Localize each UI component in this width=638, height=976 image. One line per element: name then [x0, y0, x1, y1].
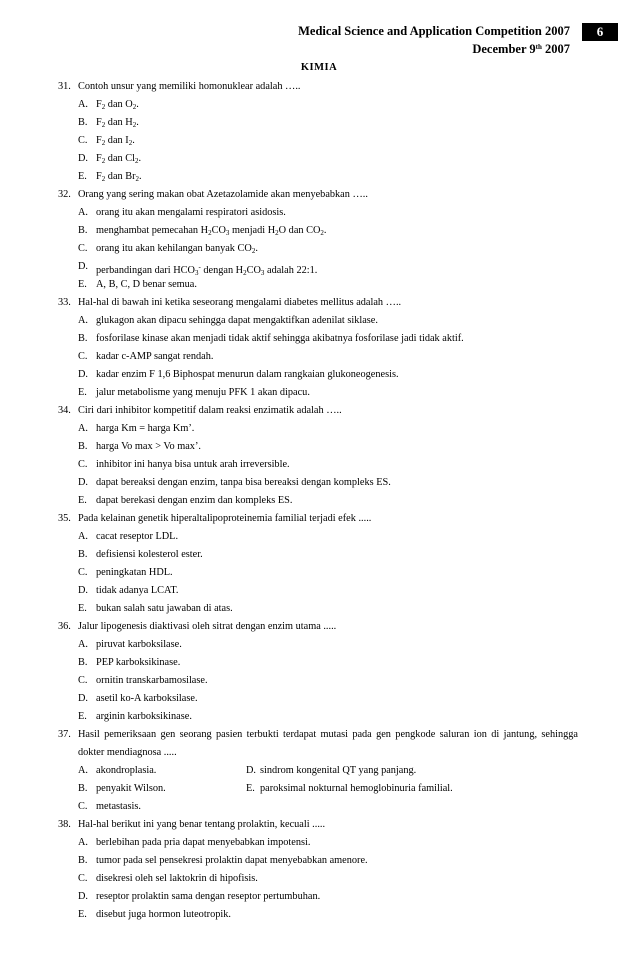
question-number: 32.: [58, 189, 71, 200]
option-37-e: paroksimal nokturnal hemoglobinuria familial.: [260, 783, 453, 794]
question-text: Orang yang sering makan obat Azetazolamide akan menyebabkan …..: [78, 189, 368, 200]
question-text: Ciri dari inhibitor kompetitif dalam reaksi enzimatik adalah …..: [78, 405, 342, 416]
page-header: [298, 23, 570, 57]
page-number: 6: [582, 23, 618, 41]
option-37-a: akondroplasia.: [96, 765, 157, 776]
competition-date: December 9th 2007: [472, 42, 570, 56]
question-number: 38.: [58, 819, 71, 830]
question-number: 37.: [58, 729, 71, 740]
section-title: KIMIA: [300, 62, 338, 73]
question-text: dokter mendiagnosa .....: [78, 747, 177, 758]
question-number: 33.: [58, 297, 71, 308]
question-text: Hasil pemeriksaan gen seorang pasien terbukti terdapat mutasi pada gen pengkode saluran ion di jantung, sehingga: [78, 729, 578, 740]
question-text: Contoh unsur yang memiliki homonuklear adalah …..: [78, 81, 301, 92]
question-text: Pada kelainan genetik hiperaltalipoproteinemia familial terjadi efek .....: [78, 513, 372, 524]
question-number: 36.: [58, 621, 71, 632]
question-number: 34.: [58, 405, 71, 416]
option-37-d: sindrom kongenital QT yang panjang.: [260, 765, 417, 776]
question-text: Jalur lipogenesis diaktivasi oleh sitrat dengan enzim utama .....: [78, 621, 337, 632]
question-number: 31.: [58, 81, 71, 92]
competition-title: Medical Science and Application Competition 2007: [298, 24, 570, 38]
question-text: Hal-hal berikut ini yang benar tentang prolaktin, kecuali .....: [78, 819, 326, 830]
option-37-b: penyakit Wilson.: [96, 783, 166, 794]
document-page: Medical Science and Application Competition 2007 December 9th 2007 6 KIMIA 31. Contoh unsur yang memiliki homonuklear adalah ….. A. $F_2$ dan $O_2$. B. $F_2$ dan $H_2$. C. $F_2$ dan $I_2$. D. $F_2$ dan $Cl_2$. E. $F_2$ dan $Br_2$. 32. Orang yang sering makan obat Azetazolamide akan menyebabkan ….. A. orang itu akan mengalami respiratori asidosis. B. menghambat pemecahan $H_2CO_3$ menjadi $H_2O$ dan $CO_2$. C. orang itu akan kehilangan banyak $CO_2$. D. perbandingan dari $HCO_3^-$ dengan $H_2CO_3$ adalah 22:1. E. A, B, C, D benar semua. 33. Hal-hal di bawah ini ketika seseorang mengalami diabetes mellitus adalah ….. A. glukagon akan dipacu sehingga dapat mengaktifkan adenilat siklase. B. fosforilase kinase akan menjadi tidak aktif sehingga akibatnya fosforilase jadi tidak aktif. C. kadar c-AMP sangat rendah. D. kadar enzim F 1,6 Biphospat menurun dalam rangkaian glukoneogenesis. E. jalur metabolisme yang menuju PFK 1 akan dipacu. 34. Ciri dari inhibitor kompetitif dalam reaksi enzimatik adalah ….. A. harga Km = harga Km’. B. harga Vo max > Vo max’. C. inhibitor ini hanya bisa untuk arah irreversible. D. dapat bereaksi dengan enzim, tanpa bisa bereaksi dengan kompleks ES. E. dapat berekasi dengan enzim dan kompleks ES. 35. Pada kelainan genetik hiperaltalipoproteinemia familial terjadi efek ..... A. cacat reseptor LDL. B. defisiensi kolesterol ester. C. peningkatan HDL. D. tidak adanya LCAT. E. bukan salah satu jawaban di atas. 36. Jalur lipogenesis diaktivasi oleh sitrat dengan enzim utama ..... A. piruvat karboksilase. B. PEP karboksikinase. C. ornitin transkarbamosilase. D. asetil ko-A karboksilase. E. arginin karboksikinase. 37. Hasil pemeriksaan gen seorang pasien terbukti terdapat mutasi pada gen pengkode saluran ion di jantung, sehingga dokter mendiagnosa ..... A. akondroplasia. D. sindrom kongenital QT yang panjang. B. penyakit Wilson. E. paroksimal nokturnal hemoglobinuria familial. C. metastasis. 38. Hal-hal berikut ini yang benar tentang prolaktin, kecuali ..... A. berlebihan pada pria dapat menyebabkan impotensi. B. tumor pada sel pensekresi prolaktin dapat menyebabkan amenore. C. disekresi oleh sel laktokrin di hipofisis. D. reseptor prolaktin sama dengan reseptor pertumbuhan. E. disebut juga hormon luteotropik.: [0, 0, 638, 976]
question-text: Hal-hal di bawah ini ketika seseorang mengalami diabetes mellitus adalah …..: [78, 297, 402, 308]
question-number: 35.: [58, 513, 71, 524]
